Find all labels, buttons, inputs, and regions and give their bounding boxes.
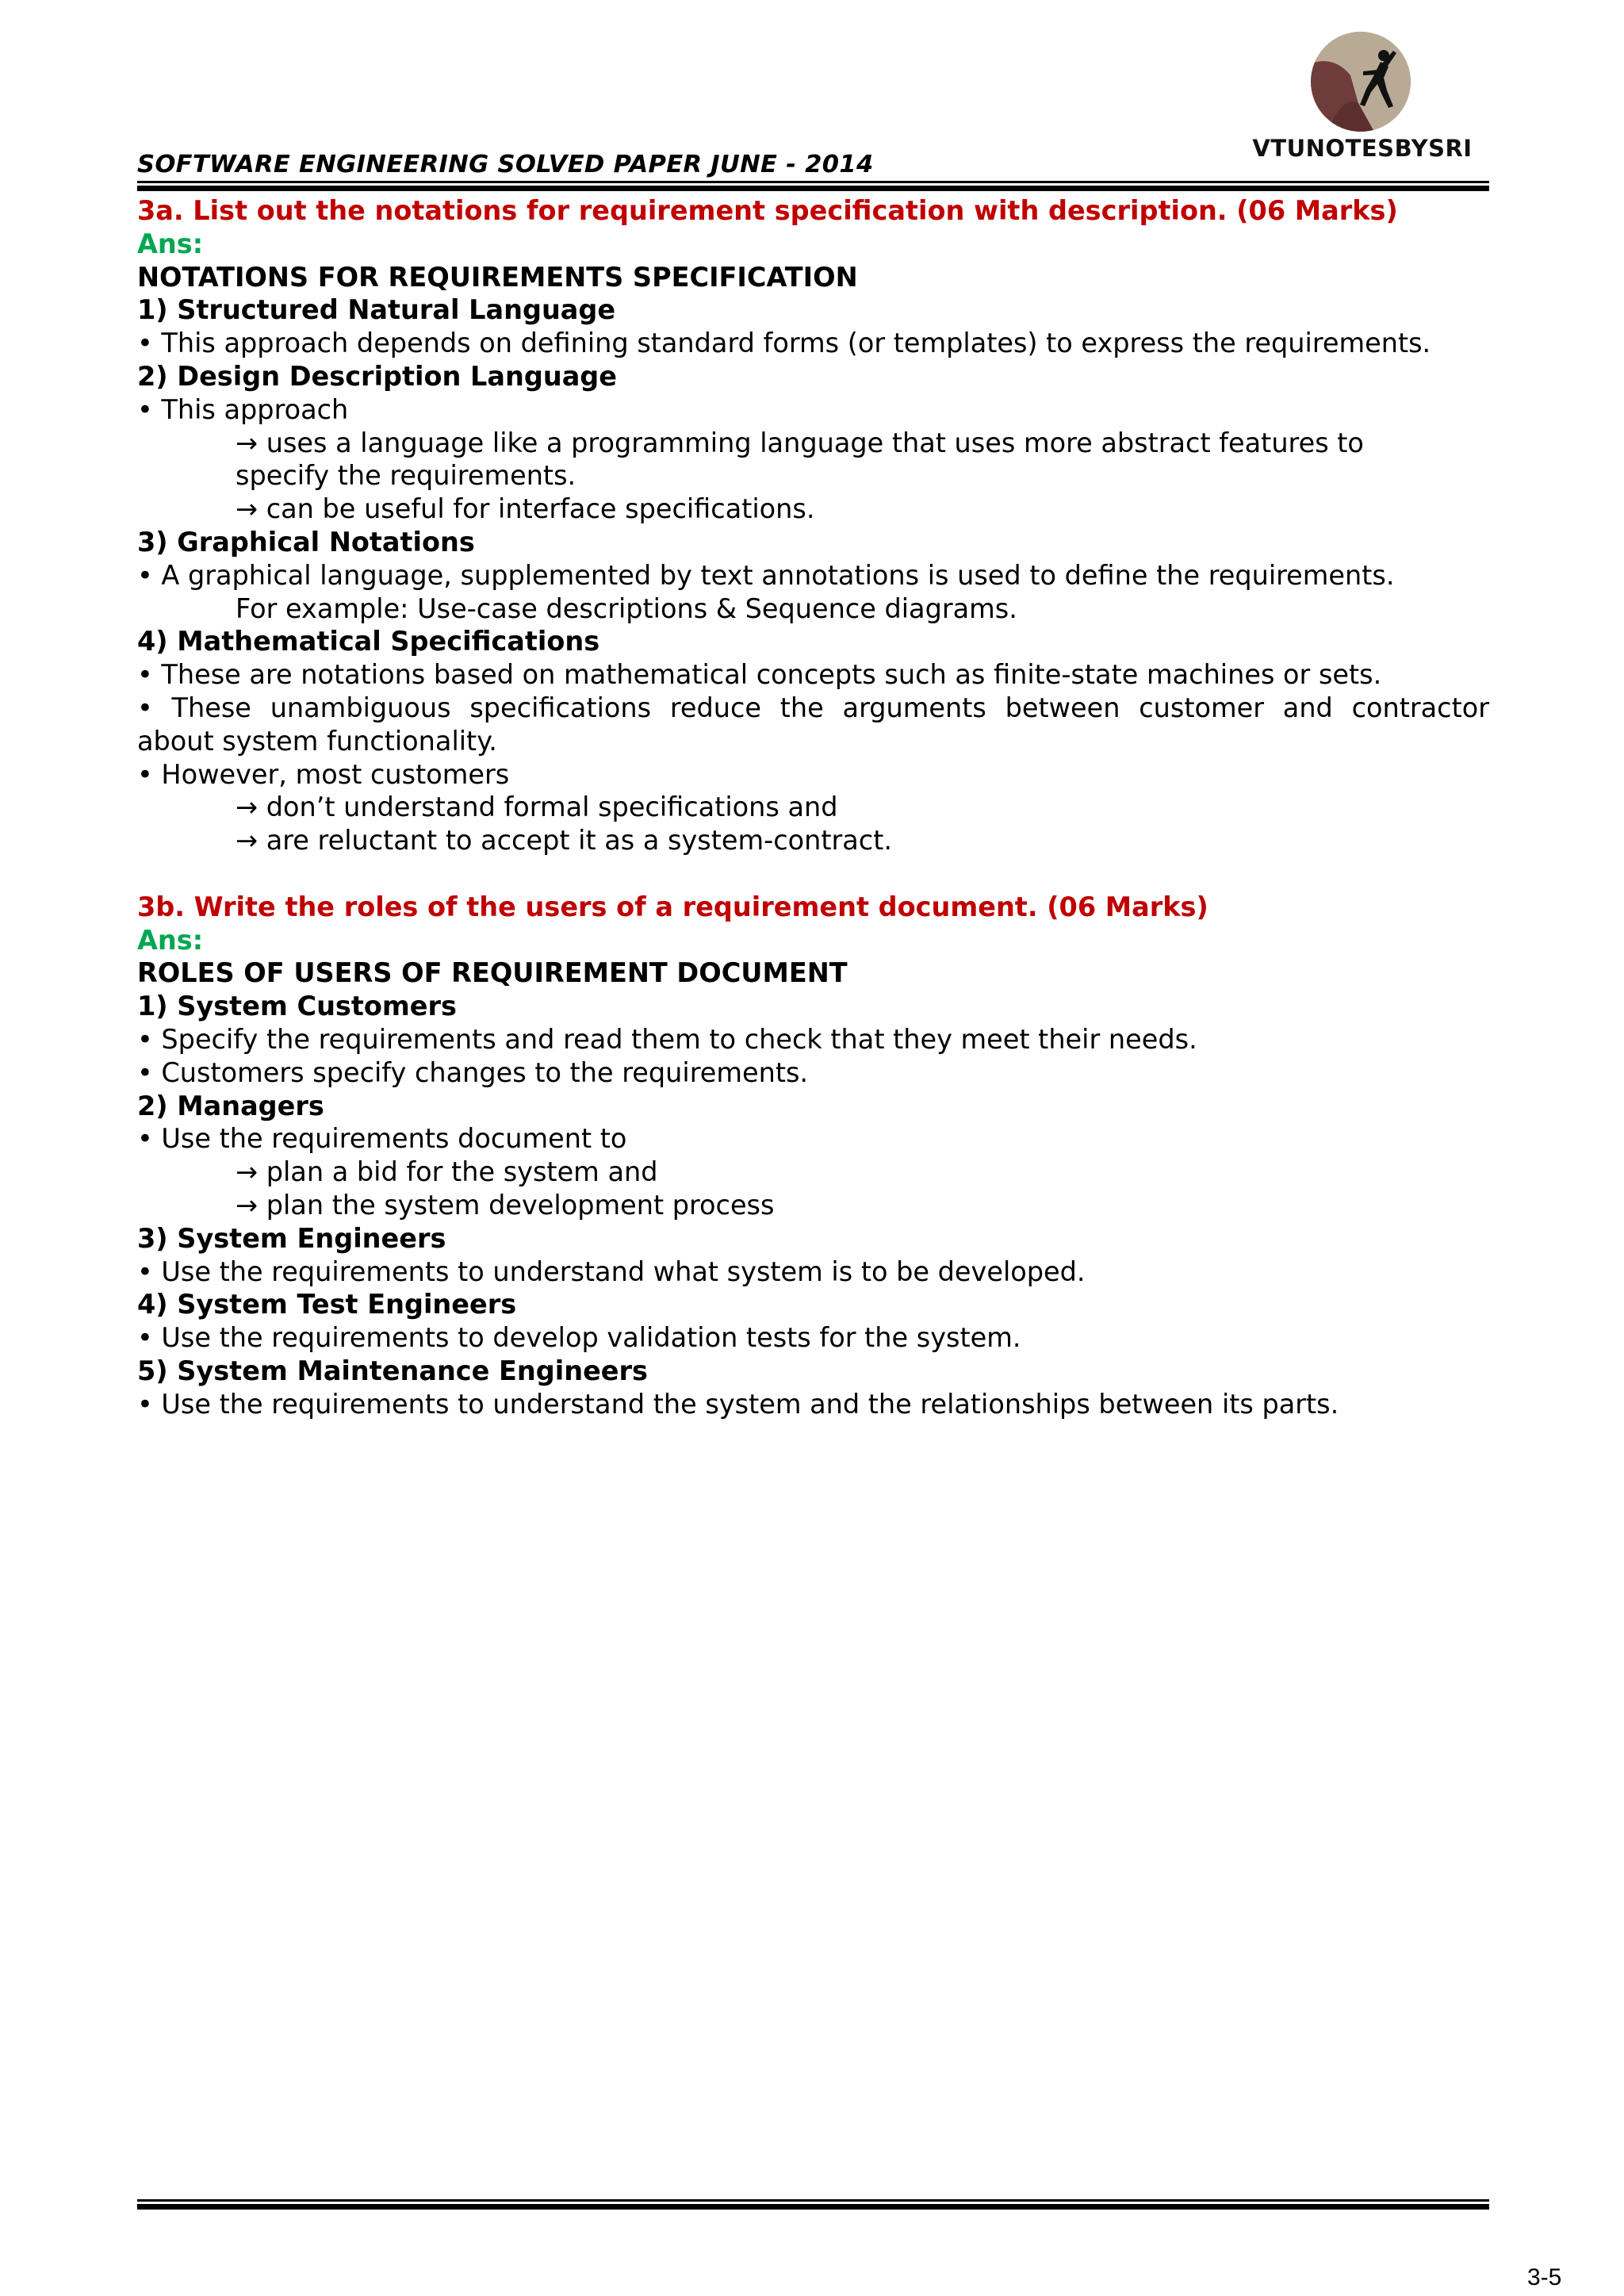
section-heading: NOTATIONS FOR REQUIREMENTS SPECIFICATION [137, 261, 858, 293]
bullet-item: • Use the requirements to develop validation tests for the system. [137, 1322, 1021, 1354]
answer-label: Ans: [137, 924, 204, 956]
bullet-item-justified: • These unambiguous specifications reduce the arguments between customer and contractor [137, 692, 1489, 723]
example-line: For example: Use-case descriptions & Sequence diagrams. [236, 592, 1017, 624]
climber-silhouette-logo-icon [1311, 32, 1411, 132]
page-number: 3-5 [1527, 2264, 1562, 2290]
arrow-item: → don’t understand formal specifications and [236, 792, 838, 823]
question-3b: 3b. Write the roles of the users of a requirement document. (06 Marks) [137, 891, 1208, 922]
arrow-item-continuation: specify the requirements. [236, 460, 576, 492]
subheading: 5) System Maintenance Engineers [137, 1355, 648, 1386]
page-content [137, 194, 1489, 1420]
arrow-item: → uses a language like a programming language that uses more abstract features to [236, 427, 1364, 458]
subheading: 4) System Test Engineers [137, 1289, 517, 1320]
bullet-item: • Specify the requirements and read them to check that they meet their needs. [137, 1023, 1197, 1055]
subheading: 1) System Customers [137, 991, 457, 1022]
subheading: 3) System Engineers [137, 1222, 446, 1254]
site-logo [1243, 24, 1481, 167]
bullet-item: • Use the requirements to understand what system is to be developed. [137, 1255, 1086, 1287]
header-rule [137, 181, 1489, 191]
arrow-item: → can be useful for interface specifications. [236, 493, 815, 525]
answer-label: Ans: [137, 228, 204, 259]
arrow-item: → plan a bid for the system and [236, 1156, 658, 1188]
bullet-item: • However, most customers [137, 758, 510, 790]
bullet-item: • This approach depends on defining standard forms (or templates) to express the requirements. [137, 328, 1431, 359]
question-3a: 3a. List out the notations for requirement specification with description. (06 Marks) [137, 195, 1398, 226]
bullet-item: • A graphical language, supplemented by text annotations is used to define the requirements. [137, 559, 1395, 591]
bullet-item: • Use the requirements document to [137, 1123, 627, 1155]
bullet-item: • Use the requirements to understand the system and the relationships between its parts. [137, 1388, 1339, 1420]
arrow-item: → are reluctant to accept it as a system-contract. [236, 825, 893, 857]
bullet-item: • This approach [137, 393, 349, 425]
section-heading: ROLES OF USERS OF REQUIREMENT DOCUMENT [137, 957, 848, 989]
footer-rule [137, 2199, 1489, 2210]
bullet-item: • These are notations based on mathematical concepts such as finite-state machines or sets. [137, 659, 1382, 691]
logo-text: VTUNOTESBYSRI [1252, 135, 1473, 162]
bullet-item: • Customers specify changes to the requirements. [137, 1056, 809, 1088]
running-header-title: SOFTWARE ENGINEERING SOLVED PAPER JUNE - 2014 [137, 151, 874, 178]
subheading: 2) Design Description Language [137, 360, 617, 392]
arrow-item: → plan the system development process [236, 1189, 775, 1221]
subheading: 2) Managers [137, 1090, 324, 1121]
subheading: 4) Mathematical Specifications [137, 626, 600, 657]
bullet-item-continuation: about system functionality. [137, 725, 497, 757]
subheading: 3) Graphical Notations [137, 526, 475, 558]
subheading: 1) Structured Natural Language [137, 294, 616, 326]
